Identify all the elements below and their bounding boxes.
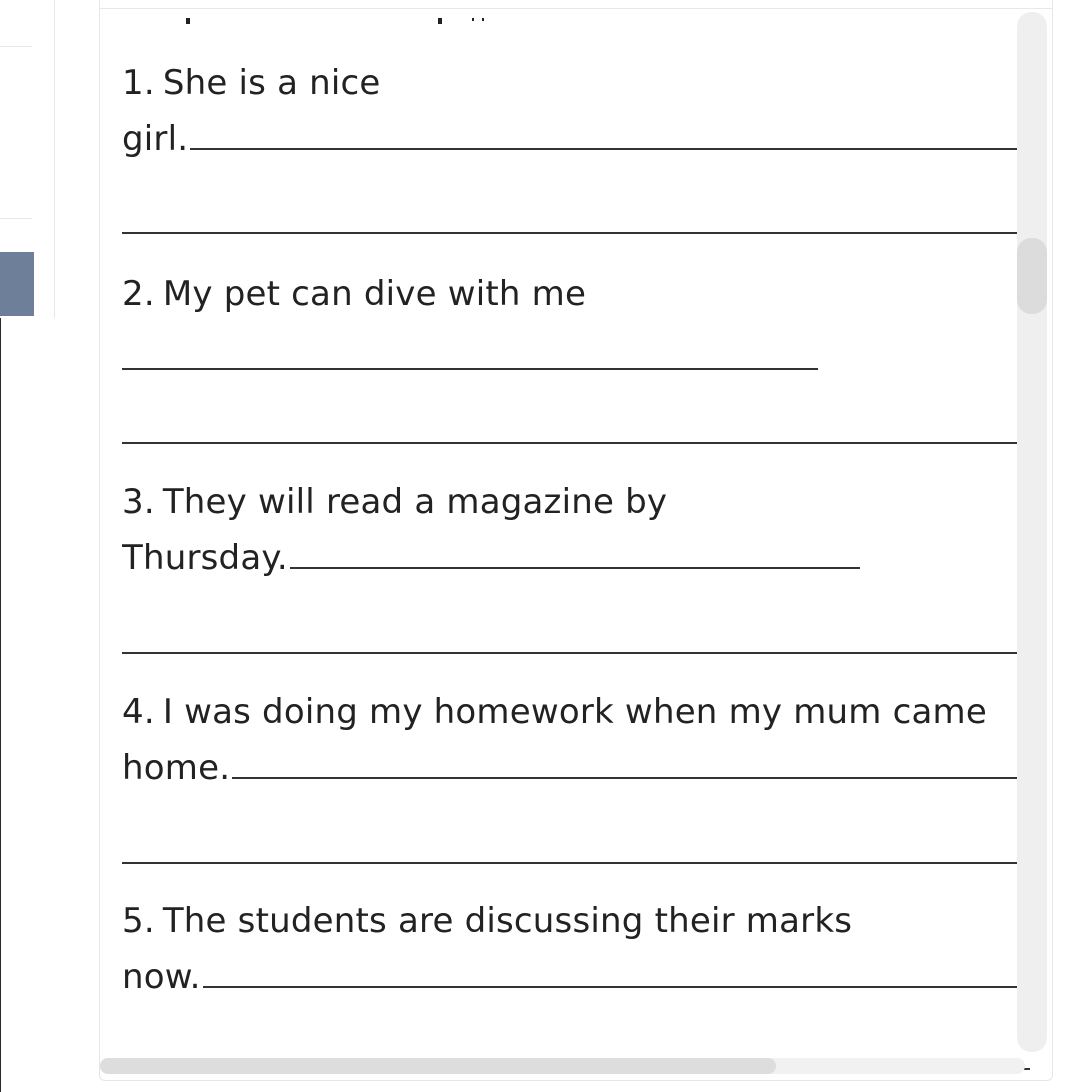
- worksheet-card: [99, 0, 1053, 1081]
- question-3: [122, 474, 1032, 586]
- question-number: 2.: [122, 274, 155, 314]
- question-number: 1.: [122, 63, 155, 103]
- left-panel-divider: [0, 46, 32, 47]
- answer-blank[interactable]: [190, 120, 1032, 150]
- question-text-continued: now.: [122, 957, 201, 997]
- left-panel-selected-tab[interactable]: [0, 252, 34, 316]
- left-panel-divider: [0, 218, 32, 219]
- answer-blank[interactable]: [290, 539, 860, 569]
- answer-line-3[interactable]: [122, 652, 1030, 654]
- question-text: The students are discussing their marks: [162, 901, 853, 941]
- answer-blank-2[interactable]: [122, 368, 818, 370]
- question-4: [122, 684, 1032, 796]
- question-text-continued: girl.: [122, 119, 189, 159]
- question-5: [122, 893, 1032, 1005]
- horizontal-scrollbar-thumb[interactable]: [100, 1058, 776, 1074]
- question-number: 3.: [122, 482, 155, 522]
- question-text-continued: Thursday.: [122, 538, 288, 578]
- question-number: 5.: [122, 901, 155, 941]
- answer-line-4[interactable]: [122, 862, 1030, 864]
- question-number: 4.: [122, 692, 155, 732]
- answer-line-1[interactable]: [122, 232, 1030, 234]
- question-1: [122, 55, 1032, 167]
- question-2: [122, 266, 1032, 322]
- question-text: My pet can dive with me: [162, 274, 587, 314]
- question-text: I was doing my homework when my mum came: [162, 692, 987, 732]
- question-text-continued: home.: [122, 748, 231, 788]
- question-text: They will read a magazine by: [162, 482, 668, 522]
- vertical-scrollbar-track[interactable]: [1017, 12, 1047, 1052]
- answer-line-2[interactable]: [122, 442, 1030, 444]
- worksheet-content: [122, 0, 1032, 1080]
- cropped-previous-line: [122, 12, 622, 26]
- vertical-scrollbar-thumb[interactable]: [1017, 238, 1047, 314]
- left-edge-border: [0, 318, 1, 1092]
- question-text: She is a nice: [162, 63, 381, 103]
- answer-blank[interactable]: [203, 958, 1032, 988]
- answer-blank[interactable]: [232, 749, 1032, 779]
